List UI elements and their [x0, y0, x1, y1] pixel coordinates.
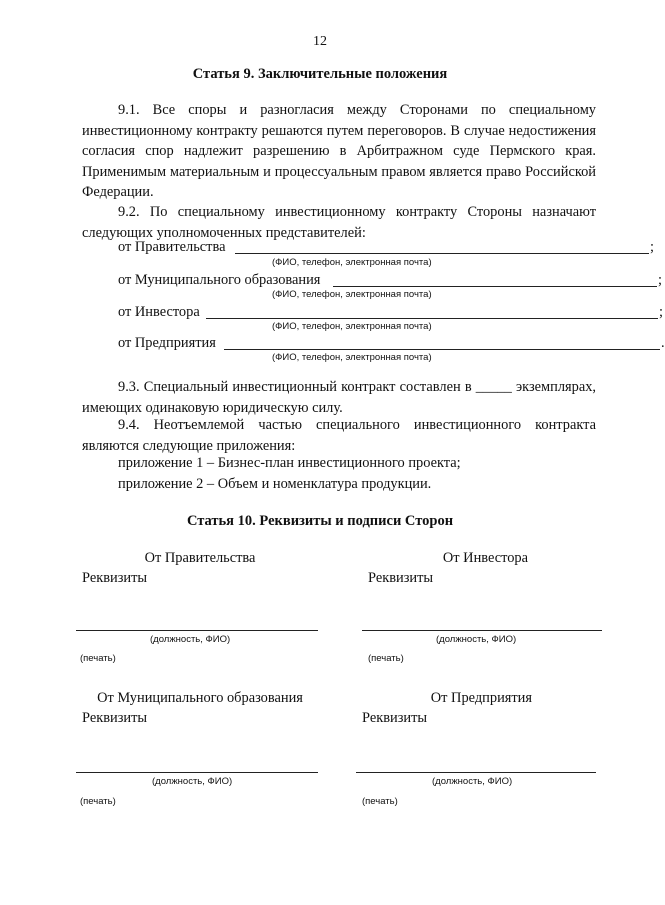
signature-caption: (должность, ФИО): [152, 776, 233, 787]
requisites-label: Реквизиты: [82, 570, 148, 586]
requisites-label: Реквизиты: [82, 710, 148, 726]
appendix-2: приложение 2 – Объем и номенклатура продукции.: [118, 476, 432, 492]
paragraph-9-1: 9.1. Все споры и разногласия между Сторонами по специальному инвестиционному контракту решаются путем переговоров. В случае недостижения согласия спор надлежит разрешению в Арбитражном суде Пермского края. Применимым материальным и процессуальным правом является право Российской Федерации.: [82, 102, 596, 200]
representative-label: от Инвестора: [118, 304, 200, 320]
representative-label: от Предприятия: [118, 335, 216, 351]
stamp-label: (печать): [368, 653, 404, 664]
party-title-government: От Правительства: [144, 550, 256, 566]
signature-line: [356, 772, 596, 773]
party-title-enterprise: От Предприятия: [430, 690, 532, 706]
stamp-label: (печать): [80, 796, 116, 807]
article-10-title: Статья 10. Реквизиты и подписи Сторон: [186, 513, 454, 529]
paragraph-9-3: 9.3. Специальный инвестиционный контракт составлен в _____ экземплярах, имеющих одинаковую юридическую силу.: [82, 379, 596, 416]
article-9-title: Статья 9. Заключительные положения: [192, 66, 448, 82]
stamp-label: (печать): [80, 653, 116, 664]
representative-caption: (ФИО, телефон, электронная почта): [272, 352, 432, 363]
document-page: 12 Статья 9. Заключительные положения 9.1. Все споры и разногласия между Сторонами по специальному инвестиционному контракту решаются путем переговоров. В случае недостижения согласия спор надлежит разрешению в Арбитражном суде Пермского края. Применимым материальным и процессуальным правом является право Российской Федерации. 9.2. По специальному инвестиционному контракту Стороны назначают следующих уполномоченных представителей: от Правительства ; (ФИО, телефон, электронная почта) от Муниципального образования ; (ФИО, телефон, электронная почта) от Инвестора ; (ФИО, телефон, электронная почта) от Предприятия . (ФИО, телефон, электронная почта) 9.3. Специальный инвестиционный контракт составлен в _____ экземплярах, имеющих одинаковую юридическую силу. 9.4. Неотъемлемой частью специального инвестиционного контракта являются следующие приложения: приложение 1 – Бизнес-план инвестиционного проекта; приложение 2 – Объем и номенклатура продукции. Статья 10. Реквизиты и подписи Сторон От Правительства Реквизиты (должность, ФИО) (печать) От Инвестора Реквизиты (должность, ФИО) (печать) От Муниципального образования Реквизиты (должность, ФИО) (печать) От Предприятия Реквизиты (должность, ФИО) (печать): [0, 0, 640, 905]
signature-line: [362, 630, 602, 631]
representative-caption: (ФИО, телефон, электронная почта): [272, 289, 432, 300]
page-number: 12: [313, 34, 327, 49]
requisites-label: Реквизиты: [368, 570, 434, 586]
representative-caption: (ФИО, телефон, электронная почта): [272, 321, 432, 332]
paragraph-9-4: 9.4. Неотъемлемой частью специального инвестиционного контракта являются следующие приложения:: [82, 417, 596, 454]
requisites-label: Реквизиты: [362, 710, 428, 726]
representative-caption: (ФИО, телефон, электронная почта): [272, 257, 432, 268]
fill-line: [206, 318, 658, 319]
paragraph-9-2: 9.2. По специальному инвестиционному контракту Стороны назначают следующих уполномоченных представителей:: [82, 204, 596, 241]
signature-caption: (должность, ФИО): [432, 776, 513, 787]
signature-caption: (должность, ФИО): [150, 634, 231, 645]
signature-caption: (должность, ФИО): [436, 634, 517, 645]
fill-line: [224, 349, 660, 350]
party-title-municipality: От Муниципального образования: [97, 690, 303, 706]
fill-line: [235, 253, 649, 254]
representative-label: от Муниципального образования: [118, 272, 321, 288]
signature-line: [76, 772, 318, 773]
fill-line: [333, 286, 657, 287]
signature-line: [76, 630, 318, 631]
party-title-investor: От Инвестора: [442, 550, 528, 566]
representative-label: от Правительства: [118, 239, 226, 255]
appendix-1: приложение 1 – Бизнес-план инвестиционного проекта;: [118, 455, 461, 471]
stamp-label: (печать): [362, 796, 398, 807]
